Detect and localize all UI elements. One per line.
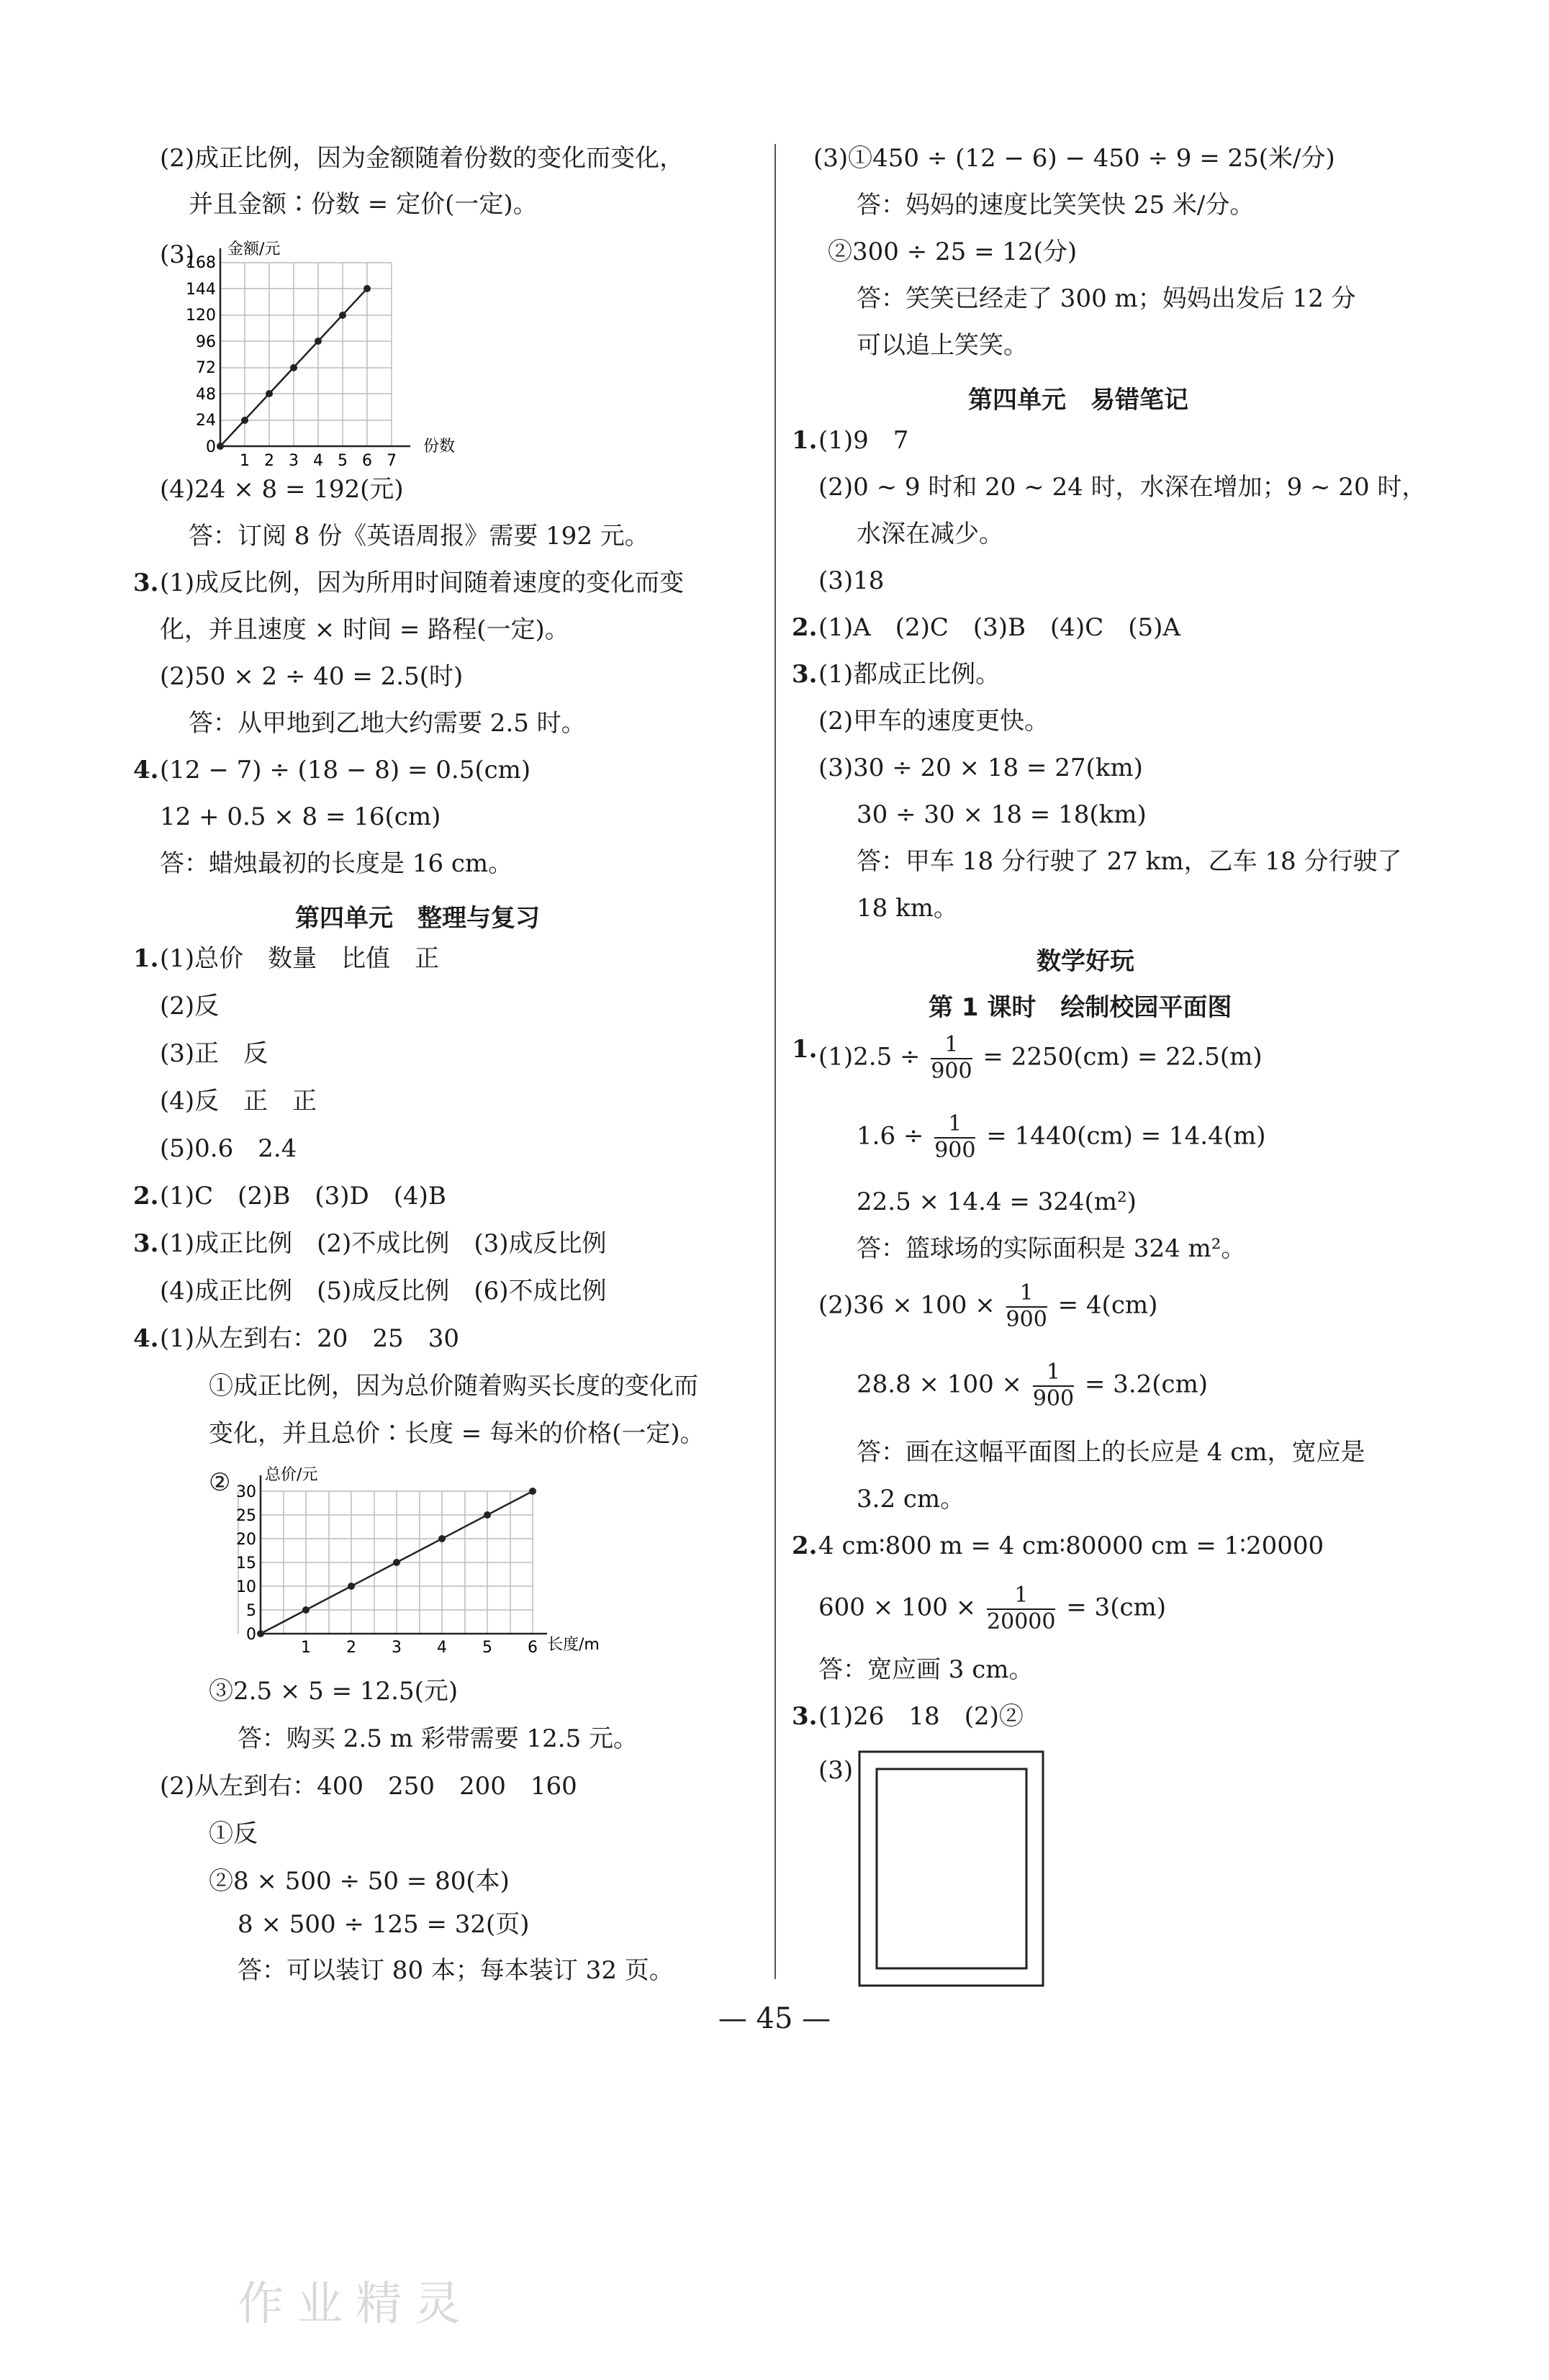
fun-q1-number: 1. xyxy=(792,1035,818,1064)
fun-q1-b-left: 1.6 ÷ xyxy=(857,1121,924,1151)
chart1-x-label: 份数 xyxy=(423,438,456,456)
fun-q2-number: 2. xyxy=(792,1531,818,1560)
fun-q2-c: 答：宽应画 3 cm。 xyxy=(818,1655,1034,1684)
review-q4-d: ② xyxy=(209,1468,231,1497)
fraction-numerator: 1 xyxy=(931,1033,972,1059)
err-q3-d: 30 ÷ 30 × 18 = 18(km) xyxy=(857,800,1147,829)
chart2-xtick: 1 xyxy=(301,1639,311,1657)
fun-q1-h: 3.2 cm。 xyxy=(857,1485,965,1513)
chart2-point xyxy=(257,1630,264,1637)
fraction-denominator: 900 xyxy=(931,1058,972,1084)
chart1-xtick: 2 xyxy=(264,452,274,470)
review-q4-i: ②8 × 500 ÷ 50 = 80(本) xyxy=(209,1867,510,1896)
q4-line-3: 答：蜡烛最初的长度是 16 cm。 xyxy=(160,849,513,878)
chart1-xtick: 5 xyxy=(338,452,348,470)
err-q3-c: (3)30 ÷ 20 × 18 = 27(km) xyxy=(818,754,1143,782)
fun-q2-a: 4 cm∶800 m = 4 cm∶80000 cm = 1∶20000 xyxy=(818,1531,1324,1560)
chart2-point xyxy=(393,1559,400,1566)
chart2-x-ticks xyxy=(301,1639,538,1657)
chart2-y-label: 总价/元 xyxy=(265,1466,318,1484)
chart2-ytick: 30 xyxy=(236,1483,256,1501)
right-line-2: 答：妈妈的速度比笑笑快 25 米/分。 xyxy=(857,191,1255,220)
err-q1-number: 1. xyxy=(792,426,818,455)
err-q3-b: (2)甲车的速度更快。 xyxy=(818,707,1049,736)
chart1-ytick: 144 xyxy=(186,281,216,299)
review-q1-d: (4)反 正 正 xyxy=(160,1087,317,1116)
err-q1-d: (3)18 xyxy=(818,566,885,595)
chart2-point xyxy=(529,1488,536,1495)
chart1-x-ticks xyxy=(240,452,397,470)
fun-q3-b: (3) xyxy=(818,1756,854,1785)
review-q3-number: 3. xyxy=(133,1229,159,1258)
err-q2: (1)A (2)C (3)B (4)C (5)A xyxy=(818,613,1180,642)
chart1-xtick: 4 xyxy=(313,452,323,470)
watermark-text: 作业精灵 xyxy=(238,2278,474,2331)
chart2-ytick: 15 xyxy=(236,1555,256,1573)
err-q3-number: 3. xyxy=(792,660,818,689)
err-q2-number: 2. xyxy=(792,613,818,642)
chart1-ytick: 120 xyxy=(186,307,216,325)
chart2-ytick: 20 xyxy=(236,1531,256,1549)
review-q1-c: (3)正 反 xyxy=(160,1039,268,1068)
chart2-ytick: 5 xyxy=(246,1602,256,1620)
chart1-point xyxy=(266,390,273,397)
chart1-point xyxy=(290,364,297,371)
fun-q3-a: (1)26 18 (2)② xyxy=(818,1702,1024,1731)
fun-q3-number: 3. xyxy=(792,1702,818,1731)
chart2-xtick: 5 xyxy=(482,1639,492,1657)
review-q1-e: (5)0.6 2.4 xyxy=(160,1134,297,1163)
err-q1-c: 水深在减少。 xyxy=(857,520,1003,548)
err-q3-a: (1)都成正比例。 xyxy=(818,660,1001,689)
chart1-point xyxy=(363,285,371,292)
fraction-1-over-900 xyxy=(934,1112,975,1163)
review-q4-c: 变化，并且总价∶长度 = 每米的价格(一定)。 xyxy=(209,1419,705,1448)
chart1-ytick: 72 xyxy=(196,359,216,377)
campus-plan-drawing xyxy=(857,1749,1051,1994)
chart1-y-ticks xyxy=(186,254,216,456)
review-q1-number: 1. xyxy=(133,944,159,973)
left-line-2: 并且金额∶份数 = 定价(一定)。 xyxy=(189,190,538,219)
chart1-point xyxy=(217,443,224,450)
fun-q1-line-1 xyxy=(818,1033,1263,1084)
fraction-numerator: 1 xyxy=(1006,1281,1047,1308)
fraction-1-over-20000 xyxy=(987,1583,1055,1634)
q4-line-1: (12 − 7) ÷ (18 − 8) = 0.5(cm) xyxy=(160,756,531,784)
fraction-denominator: 20000 xyxy=(987,1608,1056,1634)
fun-q1-c: 22.5 × 14.4 = 324(m²) xyxy=(857,1187,1137,1216)
err-q3-e: 答：甲车 18 分行驶了 27 km，乙车 18 分行驶了 xyxy=(857,847,1402,876)
fraction-1-over-900 xyxy=(1006,1281,1047,1332)
fun-q1-d: 答：篮球场的实际面积是 324 m²。 xyxy=(857,1234,1246,1263)
chart2-ytick: 25 xyxy=(236,1507,256,1525)
review-q2: (1)C (2)B (3)D (4)B xyxy=(160,1182,446,1211)
fun-q1-g: 答：画在这幅平面图上的长应是 4 cm，宽应是 xyxy=(857,1438,1365,1467)
review-q4-g: (2)从左到右：400 250 200 160 xyxy=(160,1772,577,1801)
review-q4-b: ①成正比例，因为总价随着购买长度的变化而 xyxy=(209,1372,698,1401)
review-q4-f: 答：购买 2.5 m 彩带需要 12.5 元。 xyxy=(238,1724,638,1753)
chart2-point xyxy=(484,1511,491,1519)
q3-line-4: 答：从甲地到乙地大约需要 2.5 时。 xyxy=(189,709,586,738)
chart-amount-vs-copies xyxy=(186,234,482,470)
heading-review: 第四单元 整理与复习 xyxy=(295,904,540,933)
column-divider xyxy=(774,144,776,1979)
fraction-numerator: 1 xyxy=(987,1583,1055,1610)
review-q4-k: 答：可以装订 80 本；每本装订 32 页。 xyxy=(238,1956,674,1985)
fraction-denominator: 900 xyxy=(1032,1385,1075,1411)
heading-math-fun: 数学好玩 xyxy=(1037,947,1134,976)
fun-q1-f-right: = 3.2(cm) xyxy=(1084,1370,1209,1399)
fun-q2-line-2 xyxy=(818,1583,1166,1634)
left-line-4: (4)24 × 8 = 192(元) xyxy=(160,475,404,504)
review-q1-a: (1)总价 数量 比值 正 xyxy=(160,944,440,973)
fraction-1-over-900 xyxy=(1033,1360,1074,1411)
chart1-ytick: 48 xyxy=(196,386,216,404)
heading-error-notes: 第四单元 易错笔记 xyxy=(968,386,1188,415)
err-q1-b: (2)0 ~ 9 时和 20 ~ 24 时，水深在增加；9 ~ 20 时， xyxy=(818,473,1427,502)
review-q3-b: (4)成正比例 (5)成反比例 (6)不成比例 xyxy=(160,1277,607,1306)
chart2-point xyxy=(438,1535,446,1542)
chart2-xtick: 2 xyxy=(346,1639,356,1657)
chart2-xtick: 6 xyxy=(528,1639,538,1657)
chart1-y-label: 金额/元 xyxy=(227,240,281,258)
review-q4-number: 4. xyxy=(133,1324,159,1353)
chart2-ytick: 10 xyxy=(236,1578,256,1596)
q3-line-2: 化，并且速度 × 时间 = 路程(一定)。 xyxy=(160,615,569,644)
fun-q1-line-6 xyxy=(857,1360,1208,1411)
fraction-denominator: 900 xyxy=(934,1137,976,1163)
err-q1-a: (1)9 7 xyxy=(818,426,909,455)
right-line-5: 可以追上笑笑。 xyxy=(857,331,1028,360)
chart2-xtick: 3 xyxy=(392,1639,402,1657)
fun-q1-e-right: = 4(cm) xyxy=(1057,1290,1158,1320)
fraction-numerator: 1 xyxy=(934,1112,975,1139)
fun-q1-a-right: = 2250(cm) = 22.5(m) xyxy=(983,1042,1263,1072)
review-q3-a: (1)成正比例 (2)不成比例 (3)成反比例 xyxy=(160,1229,607,1258)
chart2-point xyxy=(302,1606,310,1614)
chart2-y-ticks xyxy=(236,1483,256,1644)
err-q3-f: 18 km。 xyxy=(857,894,958,923)
review-q2-number: 2. xyxy=(133,1182,159,1211)
fun-q2-b-left: 600 × 100 × xyxy=(818,1593,977,1622)
fun-q1-b-right: = 1440(cm) = 14.4(m) xyxy=(986,1121,1266,1151)
fraction-denominator: 900 xyxy=(1006,1306,1047,1332)
chart1-xtick: 6 xyxy=(362,452,372,470)
page-number: — 45 — xyxy=(718,2002,831,2035)
chart1-point xyxy=(339,312,346,319)
review-q4-a: (1)从左到右：20 25 30 xyxy=(160,1324,459,1353)
fraction-numerator: 1 xyxy=(1033,1360,1074,1387)
left-line-1: (2)成正比例，因为金额随着份数的变化而变化， xyxy=(160,144,685,173)
q3-line-3: (2)50 × 2 ÷ 40 = 2.5(时) xyxy=(160,662,464,691)
right-line-3: ②300 ÷ 25 = 12(分) xyxy=(828,237,1078,266)
chart1-point xyxy=(315,338,322,345)
fraction-1-over-900 xyxy=(931,1033,972,1084)
left-line-5: 答：订阅 8 份《英语周报》需要 192 元。 xyxy=(189,522,649,551)
q4-line-2: 12 + 0.5 × 8 = 16(cm) xyxy=(160,802,441,831)
chart2-x-label: 长度/m xyxy=(547,1636,600,1654)
chart2-point xyxy=(348,1583,355,1590)
chart2-xtick: 4 xyxy=(437,1639,447,1657)
review-q4-j: 8 × 500 ÷ 125 = 32(页) xyxy=(238,1910,530,1939)
chart1-ytick: 24 xyxy=(196,412,216,430)
review-q4-h: ①反 xyxy=(209,1819,258,1848)
chart1-ytick: 0 xyxy=(206,438,216,456)
heading-lesson-1: 第 1 课时 绘制校园平面图 xyxy=(929,993,1232,1022)
chart-price-vs-length xyxy=(216,1461,619,1666)
chart1-point xyxy=(241,417,248,424)
right-line-4: 答：笑笑已经走了 300 m；妈妈出发后 12 分 xyxy=(857,284,1356,313)
chart1-xtick: 1 xyxy=(240,452,250,470)
fun-q1-a-left: (1)2.5 ÷ xyxy=(818,1042,921,1072)
chart1-ytick: 168 xyxy=(186,254,216,272)
right-line-1: (3)①450 ÷ (12 − 6) − 450 ÷ 9 = 25(米/分) xyxy=(813,144,1335,173)
question-3-number: 3. xyxy=(133,569,159,597)
q3-line-1: (1)成反比例，因为所用时间随着速度的变化而变 xyxy=(160,569,685,597)
left-line-3: (3) xyxy=(160,240,195,269)
review-q4-e: ③2.5 × 5 = 12.5(元) xyxy=(209,1677,459,1706)
review-q1-b: (2)反 xyxy=(160,992,220,1021)
question-4-number: 4. xyxy=(133,756,159,784)
chart1-ytick: 96 xyxy=(196,333,216,351)
fun-q1-e-left: (2)36 × 100 × xyxy=(818,1290,995,1320)
chart1-xtick: 3 xyxy=(289,452,299,470)
chart1-xtick: 7 xyxy=(387,452,397,470)
fun-q1-f-left: 28.8 × 100 × xyxy=(857,1370,1022,1399)
fun-q1-line-5 xyxy=(818,1281,1157,1332)
plan-outer-border xyxy=(859,1752,1043,1986)
chart2-ytick: 0 xyxy=(246,1626,256,1644)
plan-inner-rect xyxy=(877,1769,1026,1968)
fun-q2-b-right: = 3(cm) xyxy=(1066,1593,1167,1622)
fun-q1-line-2 xyxy=(857,1112,1265,1163)
